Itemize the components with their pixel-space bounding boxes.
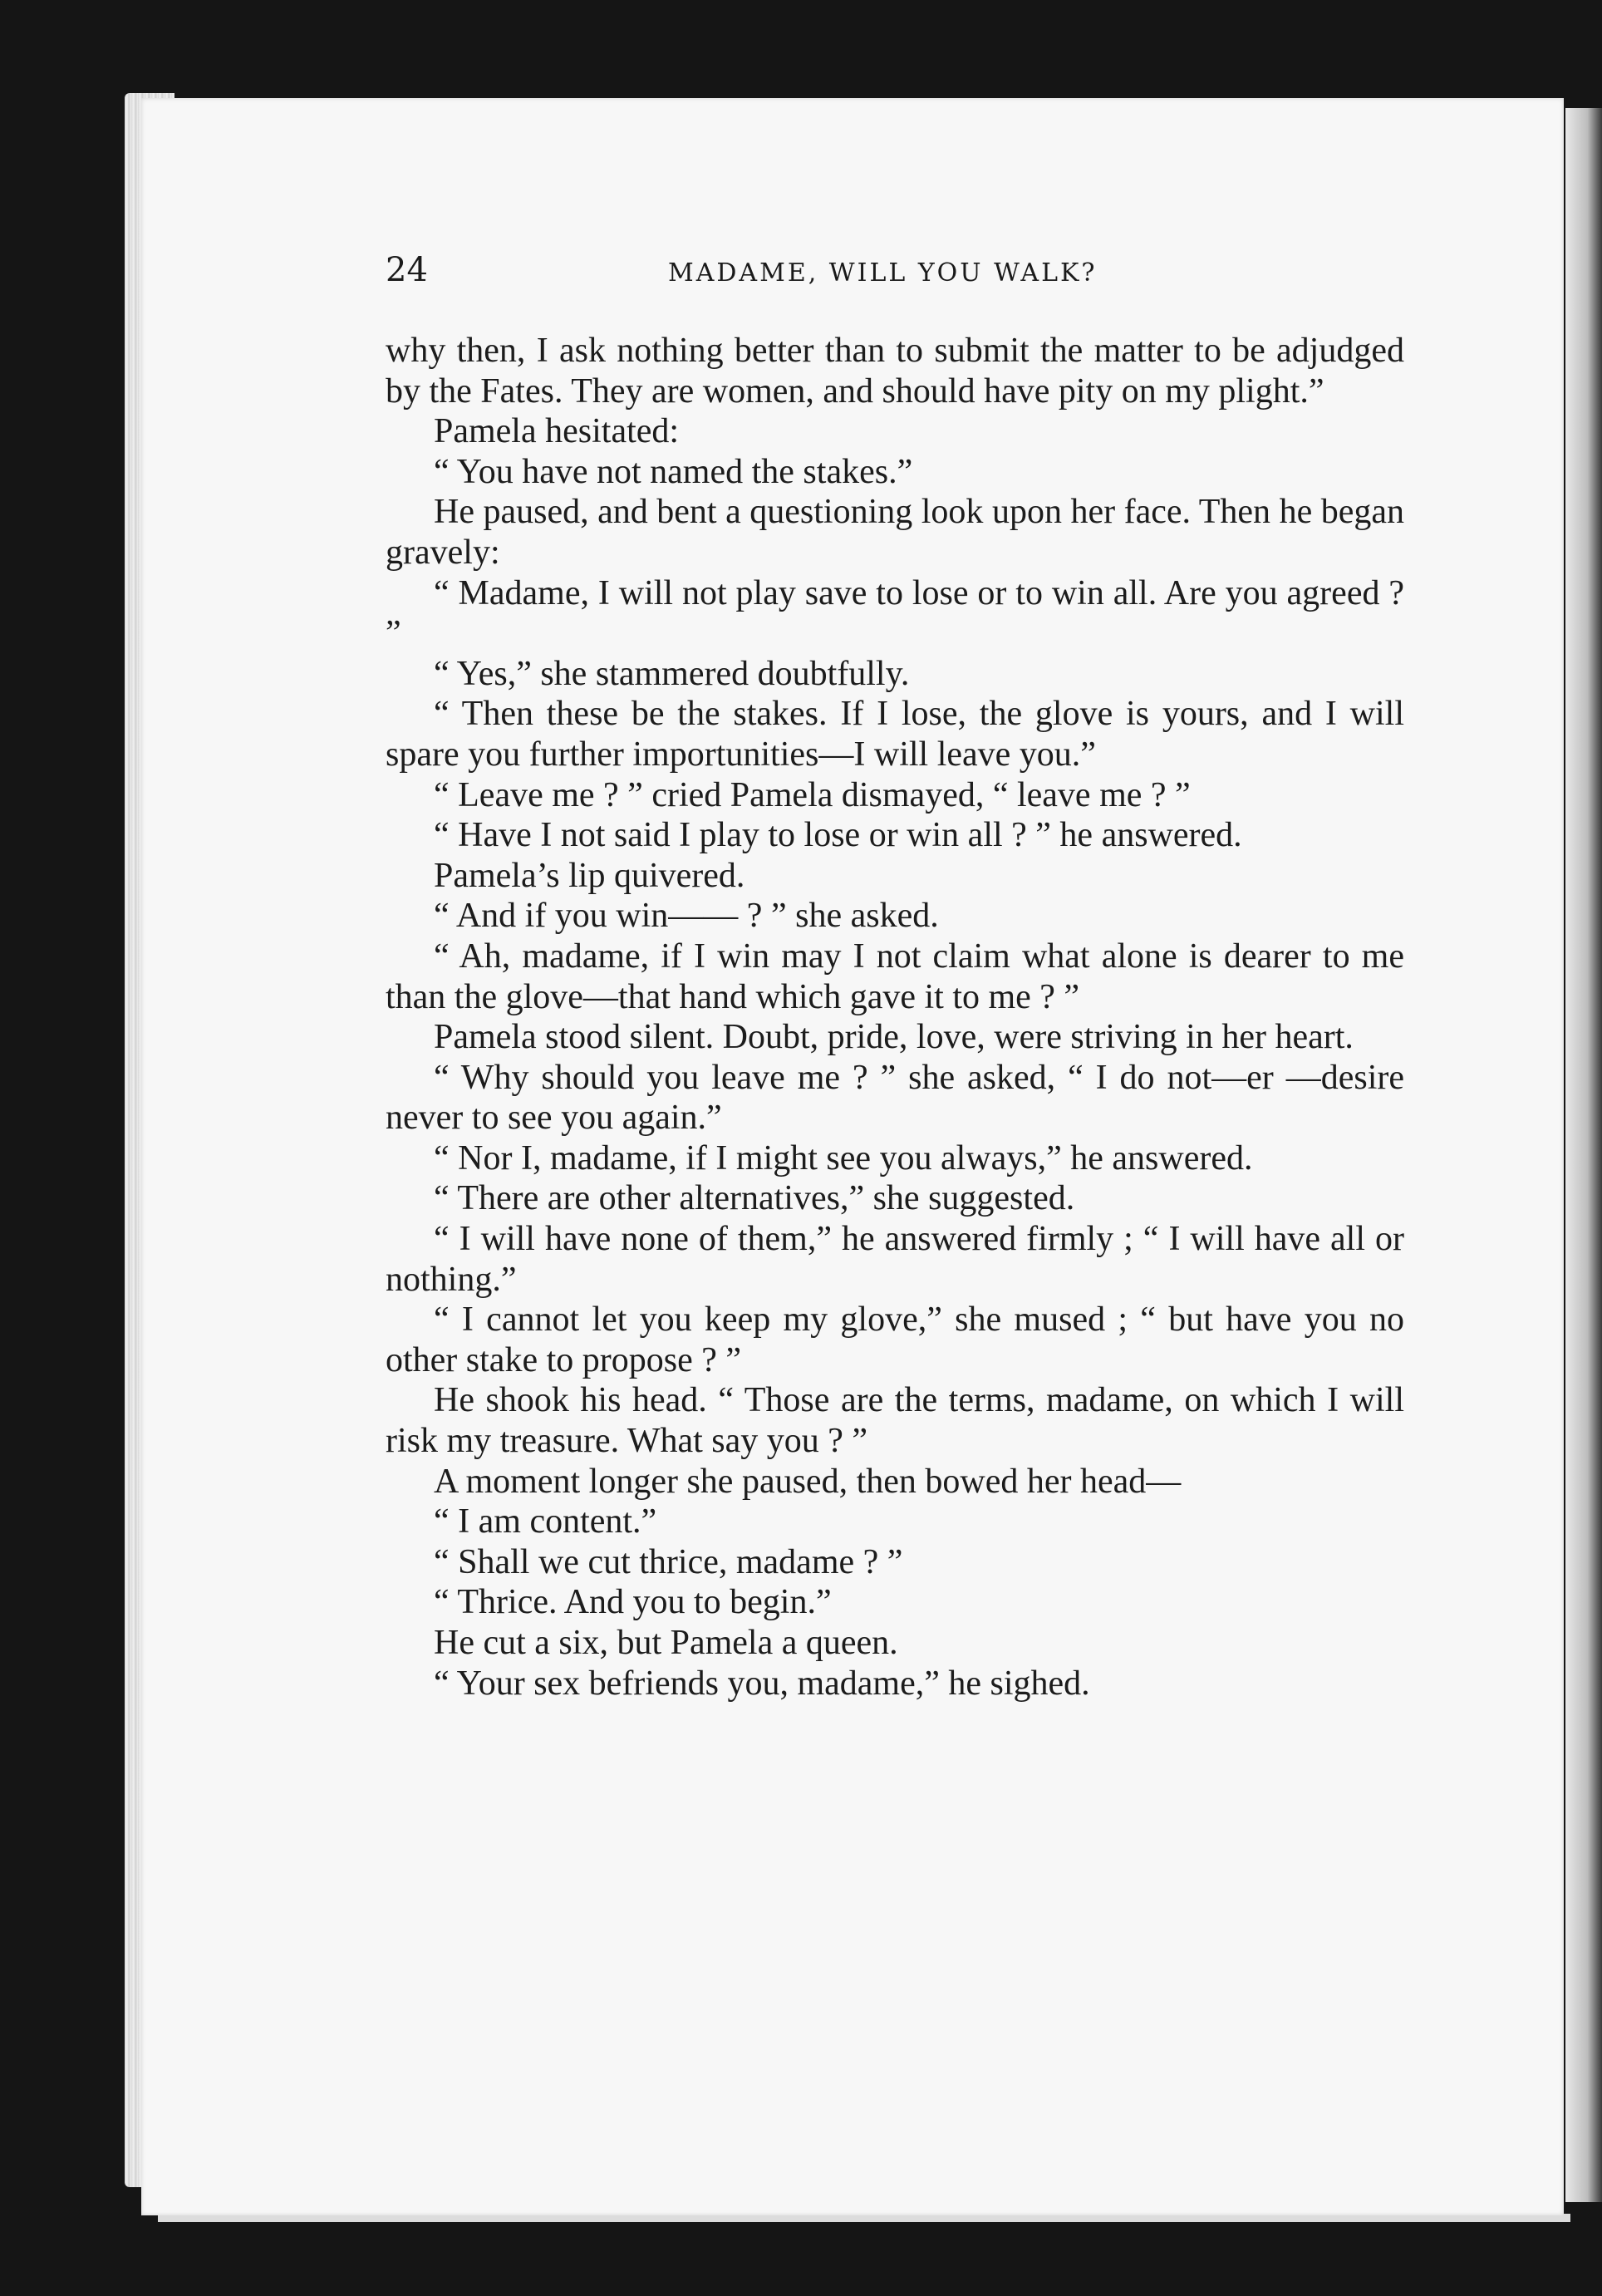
paragraph: “ Ah, madame, if I win may I not claim what alone is dearer to me than the glove—that hand which gave it to me ? ” xyxy=(386,937,1404,1016)
paragraph: “ Then these be the stakes. If I lose, the glove is yours, and I will spare you further importunities—I will leave you.” xyxy=(386,695,1404,774)
paragraph: “ I will have none of them,” he answered firmly ; “ I will have all or nothing.” xyxy=(386,1220,1404,1299)
paragraph: “ Why should you leave me ? ” she asked, “ I do not—er —desire never to see you again.” xyxy=(386,1058,1404,1138)
paragraph: “ There are other alternatives,” she suggested. xyxy=(434,1179,1075,1218)
paragraph: He paused, and bent a questioning look upon her face. Then he began gravely: xyxy=(386,493,1404,572)
paragraph: “ Yes,” she stammered doubtfully. xyxy=(434,654,910,693)
running-title: MADAME, WILL YOU WALK? xyxy=(668,258,1098,288)
paragraph: Pamela hesitated: xyxy=(434,412,680,451)
paragraph: “ I am content.” xyxy=(434,1502,657,1541)
paragraph: Pamela’s lip quivered. xyxy=(434,856,745,895)
paragraph: He cut a six, but Pamela a queen. xyxy=(434,1624,898,1662)
paragraph: A moment longer she paused, then bowed her head— xyxy=(434,1462,1182,1501)
page-number: 24 xyxy=(386,251,428,289)
paragraph: “ I cannot let you keep my glove,” she mused ; “ but have you no other stake to propose ? ” xyxy=(386,1300,1404,1379)
paragraph: “ Leave me ? ” cried Pamela dismayed, “ leave me ? ” xyxy=(434,775,1191,814)
paragraph: “ Shall we cut thrice, madame ? ” xyxy=(434,1542,903,1581)
body-text xyxy=(386,331,1404,1704)
paragraph: “ Have I not said I play to lose or win all ? ” he answered. xyxy=(434,816,1242,855)
paragraph: “ And if you win—— ? ” she asked. xyxy=(434,897,939,936)
paragraph: “ Madame, I will not play save to lose or to win all. Are you agreed ? ” xyxy=(386,573,1404,653)
paragraph: He shook his head. “ Those are the terms, madame, on which I will risk my treasure. What say you ? ” xyxy=(386,1381,1404,1461)
paragraph: “ Nor I, madame, if I might see you always,” he answered. xyxy=(434,1138,1253,1177)
running-header xyxy=(386,249,1404,291)
paragraph: why then, I ask nothing better than to submit the matter to be adjudged by the Fates. They are women, and should have pity on my plight.” xyxy=(386,332,1404,411)
paragraph: “ You have not named the stakes.” xyxy=(434,452,913,491)
paragraph: Pamela stood silent. Doubt, pride, love, were striving in her heart. xyxy=(434,1018,1354,1057)
paragraph: “ Your sex befriends you, madame,” he sighed. xyxy=(434,1664,1090,1703)
paragraph: “ Thrice. And you to begin.” xyxy=(434,1583,832,1622)
book-gutter xyxy=(1565,108,1602,2202)
